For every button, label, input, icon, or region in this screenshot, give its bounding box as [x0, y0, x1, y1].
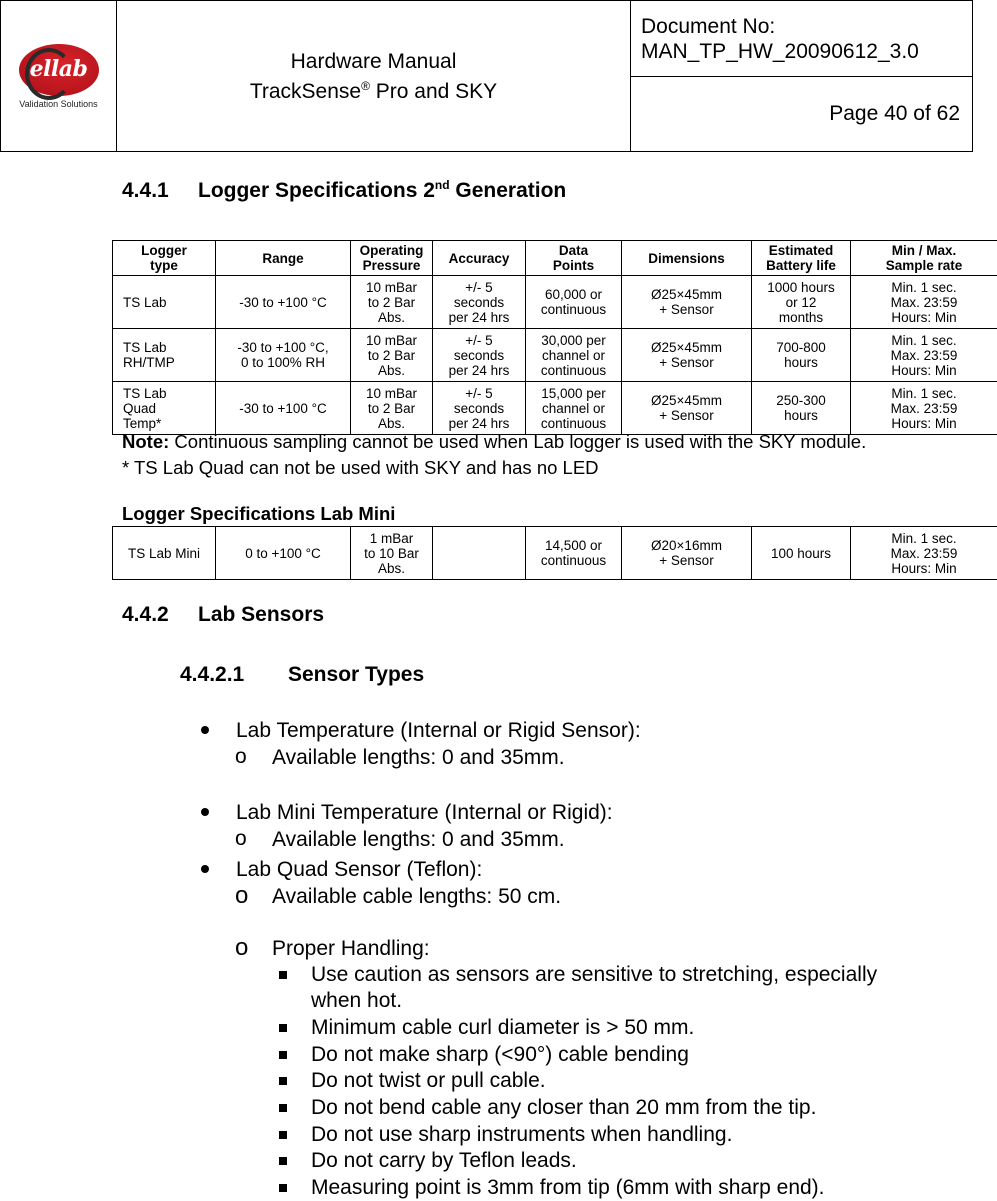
table-cell: -30 to +100 °C — [216, 382, 351, 435]
spec-column-header: Operating Pressure — [351, 241, 433, 276]
table-cell: Ø25×45mm + Sensor — [622, 382, 752, 435]
table-cell: 250-300 hours — [752, 382, 851, 435]
spec-column-header: Accuracy — [433, 241, 526, 276]
table-cell: 10 mBar to 2 Bar Abs. — [351, 276, 433, 329]
bullet-icon — [199, 865, 211, 877]
document-number-cell — [631, 1, 973, 77]
list-subitem-proper-handling: Proper Handling: — [272, 936, 430, 962]
logo-text: ellab — [16, 56, 102, 82]
logo-subtitle: Validation Solutions — [16, 99, 102, 109]
title-line-1: Hardware Manual — [117, 49, 630, 74]
heading-4-4-1: 4.4.1 Logger Specifications 2nd Generation — [122, 178, 566, 203]
table-cell: 60,000 or continuous — [526, 276, 622, 329]
table-cell: -30 to +100 °C — [216, 276, 351, 329]
handling-item: Use caution as sensors are sensitive to stretching, especially when hot. — [311, 962, 877, 1014]
table-cell: Min. 1 sec. Max. 23:59 Hours: Min — [851, 382, 997, 435]
handling-item: Do not make sharp (<90°) cable bending — [311, 1042, 689, 1068]
square-bullet-icon — [279, 1051, 287, 1059]
table-cell: Min. 1 sec. Max. 23:59 Hours: Min — [851, 276, 997, 329]
handling-item: Do not use sharp instruments when handling. — [311, 1122, 732, 1148]
square-bullet-icon — [279, 1024, 287, 1032]
spec-column-header: Min / Max. Sample rate — [851, 241, 997, 276]
square-bullet-icon — [279, 1104, 287, 1112]
circle-bullet-icon: o — [235, 934, 248, 962]
ellab-logo — [16, 44, 102, 109]
table-cell: +/- 5 seconds per 24 hrs — [433, 382, 526, 435]
square-bullet-icon — [279, 1184, 287, 1192]
spec-column-header: Logger type — [113, 241, 216, 276]
logger-spec-table — [112, 240, 997, 435]
table-cell: TS Lab Mini — [113, 527, 216, 580]
table-cell: 10 mBar to 2 Bar Abs. — [351, 382, 433, 435]
table-cell: Ø25×45mm + Sensor — [622, 329, 752, 382]
handling-item: Do not twist or pull cable. — [311, 1068, 546, 1094]
table-row — [113, 382, 997, 435]
table-cell: Min. 1 sec. Max. 23:59 Hours: Min — [851, 329, 997, 382]
page-number: Page 40 of 62 — [631, 77, 973, 152]
table-cell: 700-800 hours — [752, 329, 851, 382]
handling-item: Minimum cable curl diameter is > 50 mm. — [311, 1015, 694, 1041]
table-cell: 1 mBar to 10 Bar Abs. — [351, 527, 433, 580]
heading-4-4-2-1: 4.4.2.1 Sensor Types — [180, 663, 424, 687]
table-cell: 14,500 or continuous — [526, 527, 622, 580]
square-bullet-icon — [279, 971, 287, 979]
list-subitem: Available cable lengths: 50 cm. — [272, 884, 561, 910]
spec-column-header: Dimensions — [622, 241, 752, 276]
table-cell: 10 mBar to 2 Bar Abs. — [351, 329, 433, 382]
logo-cell — [1, 1, 117, 152]
spec-column-header: Range — [216, 241, 351, 276]
table-cell: TS Lab RH/TMP — [113, 329, 216, 382]
handling-item: Do not carry by Teflon leads. — [311, 1148, 577, 1174]
bullet-icon — [199, 808, 211, 820]
list-item-lab-temperature: Lab Temperature (Internal or Rigid Sensor): — [236, 718, 641, 744]
square-bullet-icon — [279, 1157, 287, 1165]
square-bullet-icon — [279, 1131, 287, 1139]
table-cell: 15,000 per channel or continuous — [526, 382, 622, 435]
circle-bullet-icon: o — [235, 882, 248, 910]
circle-bullet-icon: o — [235, 745, 247, 769]
bullet-icon — [199, 726, 211, 738]
table-cell — [433, 527, 526, 580]
table-cell: 0 to +100 °C — [216, 527, 351, 580]
list-subitem: Available lengths: 0 and 35mm. — [272, 745, 565, 771]
table-cell: 1000 hours or 12 months — [752, 276, 851, 329]
lab-mini-title: Logger Specifications Lab Mini — [122, 503, 395, 525]
list-item-lab-mini-temperature: Lab Mini Temperature (Internal or Rigid): — [236, 800, 613, 826]
square-bullet-icon — [279, 1077, 287, 1085]
circle-bullet-icon: o — [235, 827, 247, 851]
list-item-lab-quad-sensor: Lab Quad Sensor (Teflon): — [236, 857, 482, 883]
spec-column-header: Estimated Battery life — [752, 241, 851, 276]
table-cell: +/- 5 seconds per 24 hrs — [433, 329, 526, 382]
table-cell: 100 hours — [752, 527, 851, 580]
lab-mini-spec-table — [112, 526, 997, 580]
table-cell: TS Lab — [113, 276, 216, 329]
page-header — [0, 0, 973, 152]
document-title — [117, 1, 631, 152]
table-cell: +/- 5 seconds per 24 hrs — [433, 276, 526, 329]
table-cell: 30,000 per channel or continuous — [526, 329, 622, 382]
document-number: MAN_TP_HW_20090612_3.0 — [641, 39, 972, 64]
table-row — [113, 329, 997, 382]
table-cell: Ø20×16mm + Sensor — [622, 527, 752, 580]
list-subitem: Available lengths: 0 and 35mm. — [272, 827, 565, 853]
table-cell: -30 to +100 °C, 0 to 100% RH — [216, 329, 351, 382]
table-row — [113, 527, 997, 580]
table-cell: TS Lab Quad Temp* — [113, 382, 216, 435]
table-cell: Ø25×45mm + Sensor — [622, 276, 752, 329]
title-line-2: TrackSense® Pro and SKY — [117, 74, 630, 104]
heading-4-4-2: 4.4.2 Lab Sensors — [122, 603, 324, 627]
table-row — [113, 276, 997, 329]
handling-item: Measuring point is 3mm from tip (6mm with sharp end). — [311, 1175, 825, 1201]
footnote-quad: * TS Lab Quad can not be used with SKY and has no LED — [122, 455, 599, 481]
document-number-label: Document No: — [641, 14, 972, 39]
handling-item: Do not bend cable any closer than 20 mm from the tip. — [311, 1095, 816, 1121]
spec-column-header: Data Points — [526, 241, 622, 276]
table-cell: Min. 1 sec. Max. 23:59 Hours: Min — [851, 527, 997, 580]
note-continuous-sampling: Note: Continuous sampling cannot be used when Lab logger is used with the SKY module. — [122, 429, 866, 455]
